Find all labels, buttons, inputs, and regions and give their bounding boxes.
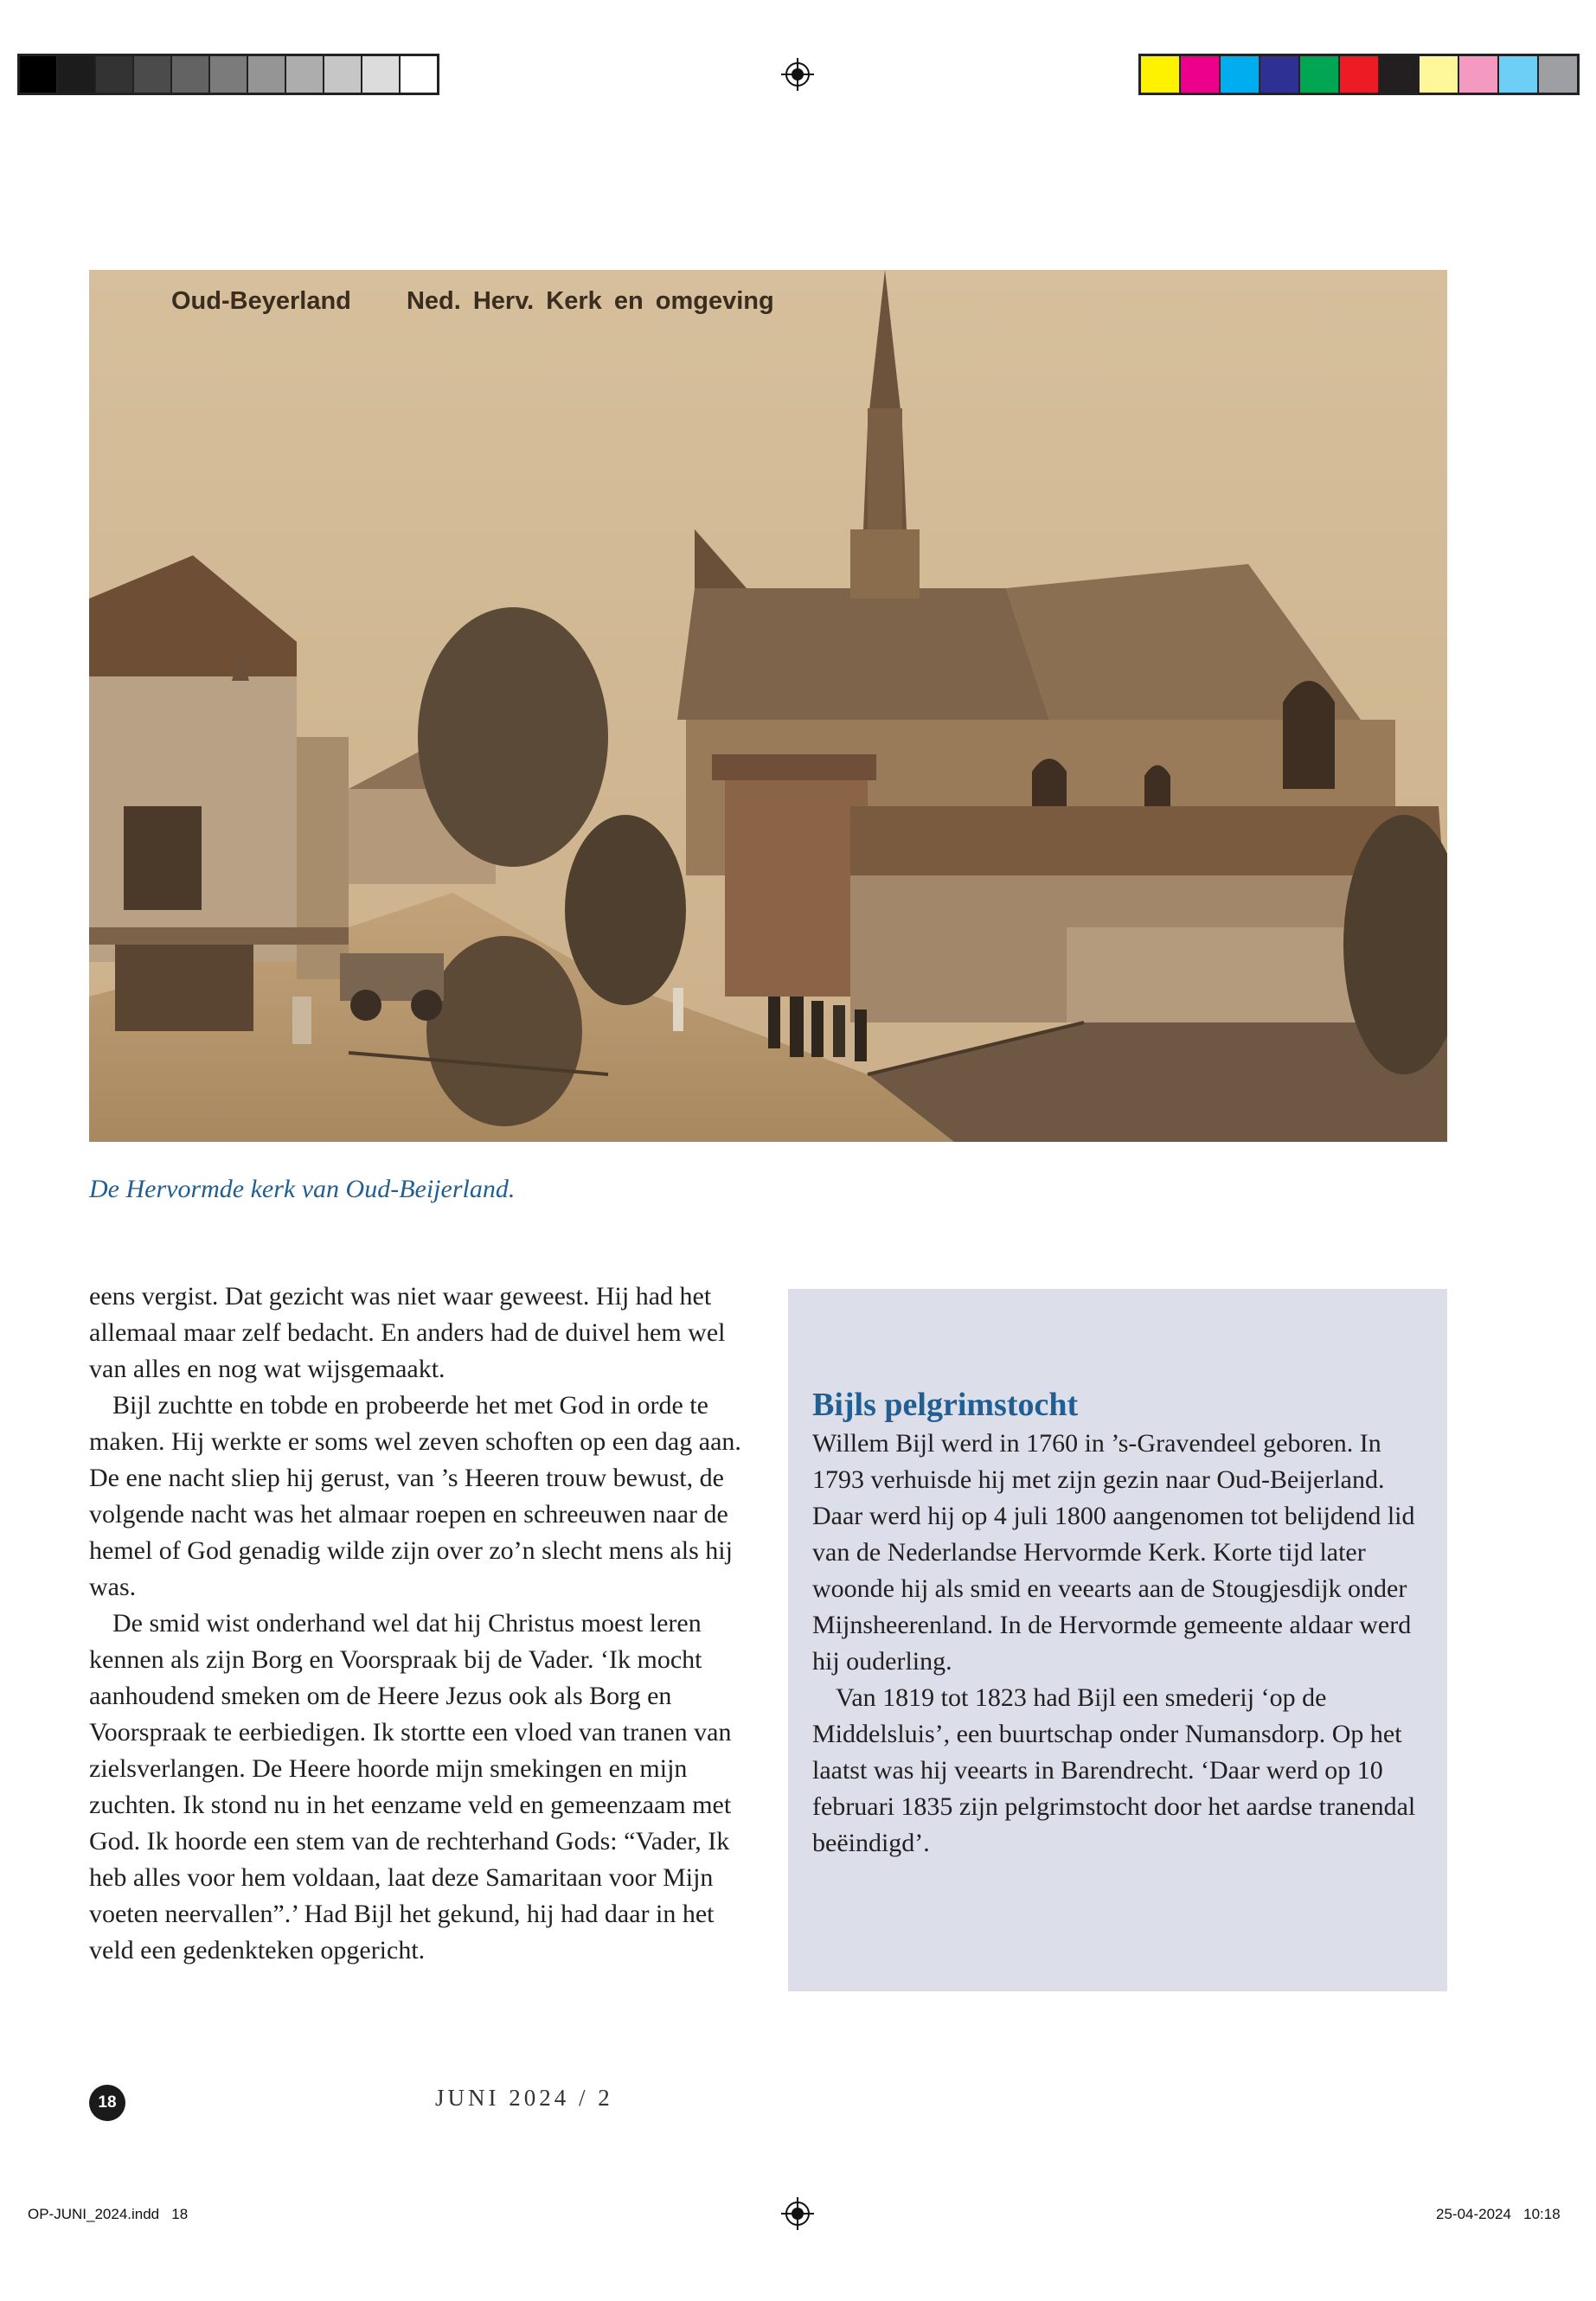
- postcard-subject: Ned. Herv. Kerk en omgeving: [406, 287, 774, 315]
- gray-swatch: [324, 56, 362, 93]
- church-photo: [89, 270, 1447, 1142]
- article-paragraph: eens vergist. Dat gezicht was niet waar geweest. Hij had het allemaal maar zelf bedacht. En anders had de duivel hem wel van alles en nog wat wijsgemaakt.: [89, 1282, 726, 1383]
- gray-swatch: [134, 56, 172, 93]
- article-column: [89, 1279, 747, 1969]
- article-paragraph: Bijl zuchtte en tobde en probeerde het met God in orde te maken. Hij werkte er soms wel zeven schoften op een dag aan. De ene nacht sliep hij gerust, van ’s Heeren trouw bewust, de volgende nacht was het almaar roepen en schreeuwen naar de hemel of God genadig wilde zijn over zo’n slecht mens als hij was.: [89, 1391, 741, 1601]
- gray-swatch: [286, 56, 324, 93]
- color-swatch: [1499, 56, 1539, 93]
- color-swatch: [1221, 56, 1260, 93]
- sidebar-box: [788, 1289, 1447, 1991]
- color-swatch: [1181, 56, 1221, 93]
- issue-label: JUNI 2024 / 2: [435, 2085, 613, 2111]
- gray-swatch: [248, 56, 286, 93]
- color-swatch: [1340, 56, 1380, 93]
- grayscale-calibration-bar: [17, 54, 439, 95]
- page-number: 18: [98, 2093, 117, 2112]
- color-swatch: [1539, 56, 1577, 93]
- registration-mark-top: [781, 58, 814, 91]
- church-illustration: [89, 270, 1447, 1142]
- color-swatch: [1380, 56, 1420, 93]
- photo-caption: De Hervormde kerk van Oud-Beijerland.: [89, 1175, 516, 1203]
- gray-swatch: [58, 56, 96, 93]
- page-number-badge: [89, 2085, 125, 2121]
- gray-swatch: [210, 56, 248, 93]
- sidebar-paragraph: Van 1819 tot 1823 had Bijl een smederij ‘op de Middelsluis’, een buurtschap onder Numansdorp. Op het laatst was hij veearts in Barendrecht. ‘Daar werd op 10 februari 1835 zijn pelgrimstocht door het aardse tranendal beëindigd’.: [812, 1683, 1416, 1857]
- postcard-place: Oud-Beyerland: [171, 287, 351, 315]
- slug-filename: OP-JUNI_2024.indd 18: [28, 2206, 189, 2222]
- color-swatch: [1260, 56, 1300, 93]
- color-swatch: [1420, 56, 1459, 93]
- slug-timestamp: 25-04-2024 10:18: [1436, 2206, 1561, 2222]
- gray-swatch: [362, 56, 401, 93]
- color-swatch: [1459, 56, 1499, 93]
- registration-mark-bottom: [781, 2197, 814, 2230]
- color-swatch: [1300, 56, 1340, 93]
- color-calibration-bar: [1138, 54, 1580, 95]
- postcard-title: [171, 287, 817, 316]
- gray-swatch: [20, 56, 58, 93]
- color-swatch: [1141, 56, 1181, 93]
- article-paragraph: De smid wist onderhand wel dat hij Christus moest leren kennen als zijn Borg en Voorspraak bij de Vader. ‘Ik mocht aanhoudend smeken om de Heere Jezus ook als Borg en Voorspraak te eerbiedigen. Ik stortte een vloed van tranen van zielsverlangen. De Heere hoorde mijn smekingen en mijn zuchten. Ik stond nu in het eenzame veld en gemeenzaam met God. Ik hoorde een stem van de rechterhand Gods: “Vader, Ik heb alles voor hem voldaan, laat deze Samaritaan voor Mijn voeten neervallen”.’ Had Bijl het gekund, hij had daar in het veld een gedenkteken opgericht.: [89, 1609, 732, 1965]
- gray-swatch: [96, 56, 134, 93]
- gray-swatch: [401, 56, 437, 93]
- gray-swatch: [172, 56, 210, 93]
- sidebar-title: Bijls pelgrimstocht: [812, 1387, 1079, 1423]
- sidebar-content: [812, 1386, 1418, 1862]
- sidebar-paragraph: Willem Bijl werd in 1760 in ’s-Gravendeel geboren. In 1793 verhuisde hij met zijn gezin naar Oud-Beijerland. Daar werd hij op 4 juli 1800 aangenomen tot belijdend lid van de Nederlandse Hervormde Kerk. Korte tijd later woonde hij als smid en veearts aan de Stougjesdijk onder Mijnsheerenland. In de Hervormde gemeente aldaar werd hij ouderling.: [812, 1429, 1415, 1676]
